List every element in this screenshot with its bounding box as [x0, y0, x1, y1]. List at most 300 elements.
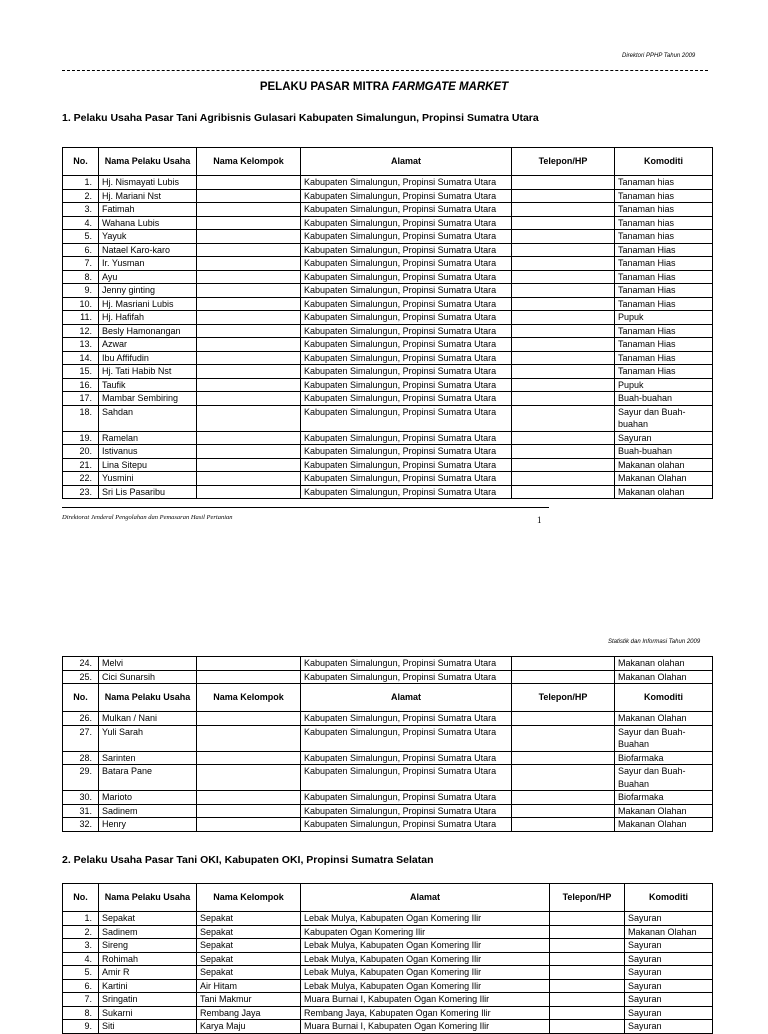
- cell-alamat: Rembang Jaya, Kabupaten Ogan Komering Ilir: [301, 1006, 550, 1020]
- table-row: [63, 351, 713, 365]
- cell-nama-kelompok: [197, 712, 301, 726]
- col-header-nama-pelaku: Nama Pelaku Usaha: [99, 684, 197, 712]
- col-header-alamat: Alamat: [301, 884, 550, 912]
- cell-alamat: Kabupaten Simalungun, Propinsi Sumatra Utara: [301, 445, 512, 459]
- cell-nama-pelaku: Ir. Yusman: [99, 257, 197, 271]
- cell-nama-kelompok: Sepakat: [197, 912, 301, 926]
- cell-telepon: [512, 176, 615, 190]
- cell-komoditi: Sayuran: [625, 939, 713, 953]
- page-header-right: Direktori PPHP Tahun 2009: [622, 53, 696, 59]
- cell-telepon: [512, 712, 615, 726]
- cell-telepon: [550, 912, 625, 926]
- cell-alamat: Kabupaten Simalungun, Propinsi Sumatra Utara: [301, 230, 512, 244]
- section-heading-1: 1. Pelaku Usaha Pasar Tani Agribisnis Gulasari Kabupaten Simalungun, Propinsi Sumatra Utara: [62, 112, 539, 124]
- cell-telepon: [512, 791, 615, 805]
- cell-komoditi: Tanaman hias: [615, 216, 713, 230]
- cell-no: 8.: [63, 270, 99, 284]
- cell-nama-pelaku: Yayuk: [99, 230, 197, 244]
- cell-no: 2.: [63, 925, 99, 939]
- header-divider: [62, 70, 708, 71]
- table-row: [63, 458, 713, 472]
- cell-komoditi: Makanan olahan: [615, 485, 713, 499]
- cell-komoditi: Makanan Olahan: [615, 472, 713, 486]
- table-row: [63, 445, 713, 459]
- table-row: [63, 765, 713, 791]
- cell-nama-pelaku: Sadinem: [99, 925, 197, 939]
- table-header-row: [63, 884, 713, 912]
- table-header-row: [63, 684, 713, 712]
- table-row: [63, 993, 713, 1007]
- cell-nama-kelompok: [197, 670, 301, 684]
- cell-nama-pelaku: Sri Lis Pasaribu: [99, 485, 197, 499]
- cell-no: 22.: [63, 472, 99, 486]
- table-row: [63, 939, 713, 953]
- cell-komoditi: Makanan olahan: [615, 458, 713, 472]
- cell-komoditi: Tanaman Hias: [615, 243, 713, 257]
- cell-nama-kelompok: [197, 405, 301, 431]
- cell-alamat: Kabupaten Simalungun, Propinsi Sumatra Utara: [301, 485, 512, 499]
- cell-nama-pelaku: Fatimah: [99, 203, 197, 217]
- table-row: [63, 392, 713, 406]
- cell-alamat: Kabupaten Simalungun, Propinsi Sumatra Utara: [301, 725, 512, 751]
- cell-alamat: Kabupaten Simalungun, Propinsi Sumatra Utara: [301, 431, 512, 445]
- page-title: [0, 81, 768, 93]
- cell-komoditi: Buah-buahan: [615, 445, 713, 459]
- col-header-nama-kelompok: Nama Kelompok: [197, 148, 301, 176]
- cell-no: 27.: [63, 725, 99, 751]
- cell-alamat: Kabupaten Simalungun, Propinsi Sumatra Utara: [301, 804, 512, 818]
- cell-alamat: Kabupaten Simalungun, Propinsi Sumatra Utara: [301, 324, 512, 338]
- cell-telepon: [512, 431, 615, 445]
- cell-komoditi: Makanan Olahan: [615, 818, 713, 832]
- cell-no: 5.: [63, 966, 99, 980]
- cell-nama-kelompok: Karya Maju: [197, 1020, 301, 1034]
- cell-no: 23.: [63, 485, 99, 499]
- cell-nama-pelaku: Amir R: [99, 966, 197, 980]
- cell-nama-kelompok: Rembang Jaya: [197, 1006, 301, 1020]
- table-section-2: [62, 883, 713, 1034]
- cell-nama-kelompok: [197, 230, 301, 244]
- cell-nama-kelompok: [197, 203, 301, 217]
- cell-komoditi: Tanaman Hias: [615, 351, 713, 365]
- cell-alamat: Kabupaten Simalungun, Propinsi Sumatra Utara: [301, 751, 512, 765]
- cell-nama-kelompok: [197, 216, 301, 230]
- cell-no: 25.: [63, 670, 99, 684]
- cell-nama-pelaku: Natael Karo-karo: [99, 243, 197, 257]
- col-header-nama-kelompok: Nama Kelompok: [197, 884, 301, 912]
- col-header-komoditi: Komoditi: [625, 884, 713, 912]
- cell-nama-pelaku: Hj. Tati Habib Nst: [99, 365, 197, 379]
- cell-alamat: Kabupaten Simalungun, Propinsi Sumatra Utara: [301, 405, 512, 431]
- table-row: [63, 324, 713, 338]
- cell-nama-pelaku: Marioto: [99, 791, 197, 805]
- cell-alamat: Kabupaten Simalungun, Propinsi Sumatra Utara: [301, 765, 512, 791]
- cell-alamat: Kabupaten Simalungun, Propinsi Sumatra Utara: [301, 458, 512, 472]
- table-row: [63, 1020, 713, 1034]
- cell-komoditi: Sayur dan Buah-Buahan: [615, 765, 713, 791]
- cell-nama-pelaku: Henry: [99, 818, 197, 832]
- table-row: [63, 966, 713, 980]
- cell-nama-pelaku: Mulkan / Nani: [99, 712, 197, 726]
- cell-komoditi: Biofarmaka: [615, 751, 713, 765]
- cell-nama-kelompok: [197, 297, 301, 311]
- cell-nama-pelaku: Siti: [99, 1020, 197, 1034]
- cell-nama-kelompok: [197, 445, 301, 459]
- col-header-no: No.: [63, 884, 99, 912]
- cell-nama-kelompok: [197, 431, 301, 445]
- cell-alamat: Kabupaten Simalungun, Propinsi Sumatra Utara: [301, 243, 512, 257]
- cell-nama-pelaku: Jenny ginting: [99, 284, 197, 298]
- cell-telepon: [512, 324, 615, 338]
- cell-alamat: Muara Burnai I, Kabupaten Ogan Komering Ilir: [301, 993, 550, 1007]
- cell-telepon: [512, 230, 615, 244]
- cell-telepon: [550, 979, 625, 993]
- cell-nama-kelompok: [197, 270, 301, 284]
- cell-alamat: Kabupaten Simalungun, Propinsi Sumatra Utara: [301, 712, 512, 726]
- cell-telepon: [550, 993, 625, 1007]
- table-row: [63, 472, 713, 486]
- col-header-alamat: Alamat: [301, 684, 512, 712]
- cell-komoditi: Tanaman hias: [615, 189, 713, 203]
- cell-komoditi: Tanaman Hias: [615, 284, 713, 298]
- cell-alamat: Kabupaten Simalungun, Propinsi Sumatra Utara: [301, 176, 512, 190]
- cell-komoditi: Makanan Olahan: [615, 712, 713, 726]
- cell-no: 26.: [63, 712, 99, 726]
- table-row: [63, 804, 713, 818]
- table-row: [63, 230, 713, 244]
- cell-telepon: [512, 338, 615, 352]
- table-row: [63, 270, 713, 284]
- cell-telepon: [512, 270, 615, 284]
- cell-nama-pelaku: Sadinem: [99, 804, 197, 818]
- cell-nama-kelompok: Air Hitam: [197, 979, 301, 993]
- cell-alamat: Kabupaten Simalungun, Propinsi Sumatra Utara: [301, 818, 512, 832]
- cell-telepon: [512, 392, 615, 406]
- table-row: [63, 952, 713, 966]
- table-row: [63, 657, 713, 671]
- cell-nama-kelompok: Sepakat: [197, 966, 301, 980]
- cell-komoditi: Tanaman hias: [615, 203, 713, 217]
- cell-alamat: Kabupaten Simalungun, Propinsi Sumatra Utara: [301, 270, 512, 284]
- table-row: [63, 257, 713, 271]
- cell-nama-pelaku: Melvi: [99, 657, 197, 671]
- cell-telepon: [512, 725, 615, 751]
- cell-no: 21.: [63, 458, 99, 472]
- cell-nama-kelompok: [197, 657, 301, 671]
- table-row: [63, 712, 713, 726]
- cell-no: 3.: [63, 203, 99, 217]
- cell-nama-kelompok: [197, 243, 301, 257]
- col-header-nama-kelompok: Nama Kelompok: [197, 684, 301, 712]
- cell-komoditi: Makanan Olahan: [615, 670, 713, 684]
- table-row: [63, 725, 713, 751]
- cell-alamat: Kabupaten Simalungun, Propinsi Sumatra Utara: [301, 203, 512, 217]
- cell-komoditi: Tanaman Hias: [615, 338, 713, 352]
- cell-telepon: [512, 804, 615, 818]
- cell-komoditi: Sayur dan Buah-Buahan: [615, 725, 713, 751]
- cell-nama-kelompok: [197, 284, 301, 298]
- cell-no: 16.: [63, 378, 99, 392]
- cell-no: 20.: [63, 445, 99, 459]
- cell-komoditi: Sayuran: [615, 431, 713, 445]
- cell-telepon: [512, 257, 615, 271]
- title-plain: PELAKU PASAR MITRA: [259, 81, 393, 93]
- footer-divider: [62, 507, 549, 508]
- cell-no: 19.: [63, 431, 99, 445]
- cell-telepon: [550, 952, 625, 966]
- table-row: [63, 243, 713, 257]
- cell-nama-pelaku: Kartini: [99, 979, 197, 993]
- table-row: [63, 216, 713, 230]
- cell-telepon: [512, 189, 615, 203]
- cell-nama-kelompok: [197, 378, 301, 392]
- title-italic: FARMGATE MARKET: [392, 81, 509, 93]
- cell-nama-kelompok: Tani Makmur: [197, 993, 301, 1007]
- cell-telepon: [512, 751, 615, 765]
- cell-nama-pelaku: Yuli Sarah: [99, 725, 197, 751]
- cell-telepon: [550, 939, 625, 953]
- cell-nama-kelompok: [197, 351, 301, 365]
- cell-komoditi: Tanaman hias: [615, 176, 713, 190]
- table-row: [63, 791, 713, 805]
- cell-no: 2.: [63, 189, 99, 203]
- col-header-telepon: Telepon/HP: [512, 684, 615, 712]
- cell-komoditi: Biofarmaka: [615, 791, 713, 805]
- cell-telepon: [550, 925, 625, 939]
- cell-nama-pelaku: Ayu: [99, 270, 197, 284]
- cell-komoditi: Tanaman Hias: [615, 257, 713, 271]
- cell-nama-pelaku: Besly Hamonangan: [99, 324, 197, 338]
- cell-alamat: Muara Burnai I, Kabupaten Ogan Komering Ilir: [301, 1020, 550, 1034]
- col-header-telepon: Telepon/HP: [512, 148, 615, 176]
- table-header-row: [63, 148, 713, 176]
- cell-no: 6.: [63, 243, 99, 257]
- table-row: [63, 405, 713, 431]
- cell-no: 30.: [63, 791, 99, 805]
- cell-alamat: Kabupaten Simalungun, Propinsi Sumatra Utara: [301, 791, 512, 805]
- cell-no: 8.: [63, 1006, 99, 1020]
- col-header-komoditi: Komoditi: [615, 684, 713, 712]
- cell-nama-pelaku: Hj. Nismayati Lubis: [99, 176, 197, 190]
- table-row: [63, 912, 713, 926]
- cell-telepon: [512, 203, 615, 217]
- cell-komoditi: Tanaman Hias: [615, 297, 713, 311]
- table-row: [63, 979, 713, 993]
- cell-telepon: [512, 670, 615, 684]
- cell-no: 24.: [63, 657, 99, 671]
- col-header-no: No.: [63, 684, 99, 712]
- cell-nama-kelompok: [197, 365, 301, 379]
- cell-no: 4.: [63, 216, 99, 230]
- cell-no: 6.: [63, 979, 99, 993]
- col-header-komoditi: Komoditi: [615, 148, 713, 176]
- cell-no: 32.: [63, 818, 99, 832]
- table-row: [63, 284, 713, 298]
- cell-nama-pelaku: Yusmini: [99, 472, 197, 486]
- table-row: [63, 670, 713, 684]
- cell-nama-pelaku: Rohimah: [99, 952, 197, 966]
- table-row: [63, 925, 713, 939]
- cell-no: 7.: [63, 993, 99, 1007]
- cell-komoditi: Sayuran: [625, 952, 713, 966]
- cell-no: 7.: [63, 257, 99, 271]
- table-row: [63, 751, 713, 765]
- table-row: [63, 818, 713, 832]
- cell-nama-pelaku: Hj. Hafifah: [99, 311, 197, 325]
- table-row: [63, 1006, 713, 1020]
- cell-alamat: Kabupaten Simalungun, Propinsi Sumatra Utara: [301, 257, 512, 271]
- cell-nama-pelaku: Ibu Affifudin: [99, 351, 197, 365]
- cell-nama-pelaku: Sarinten: [99, 751, 197, 765]
- cell-alamat: Kabupaten Simalungun, Propinsi Sumatra Utara: [301, 338, 512, 352]
- cell-komoditi: Sayuran: [625, 1006, 713, 1020]
- cell-telepon: [512, 657, 615, 671]
- cell-alamat: Lebak Mulya, Kabupaten Ogan Komering Ilir: [301, 939, 550, 953]
- cell-komoditi: Pupuk: [615, 311, 713, 325]
- col-header-nama-pelaku: Nama Pelaku Usaha: [99, 884, 197, 912]
- cell-nama-kelompok: Sepakat: [197, 939, 301, 953]
- cell-telepon: [512, 405, 615, 431]
- cell-no: 3.: [63, 939, 99, 953]
- cell-alamat: Kabupaten Simalungun, Propinsi Sumatra Utara: [301, 284, 512, 298]
- page-footer: Direktorat Jenderal Pengolahan dan Pemasaran Hasil Pertanian: [62, 514, 233, 521]
- cell-komoditi: Makanan Olahan: [625, 925, 713, 939]
- table-row: [63, 203, 713, 217]
- cell-komoditi: Sayuran: [625, 912, 713, 926]
- cell-komoditi: Buah-buahan: [615, 392, 713, 406]
- cell-telepon: [550, 1020, 625, 1034]
- cell-telepon: [512, 472, 615, 486]
- cell-no: 14.: [63, 351, 99, 365]
- cell-komoditi: Sayur dan Buah-buahan: [615, 405, 713, 431]
- col-header-alamat: Alamat: [301, 148, 512, 176]
- cell-telepon: [512, 284, 615, 298]
- cell-alamat: Lebak Mulya, Kabupaten Ogan Komering Ilir: [301, 952, 550, 966]
- cell-nama-pelaku: Hj. Mariani Nst: [99, 189, 197, 203]
- cell-nama-kelompok: [197, 338, 301, 352]
- cell-alamat: Lebak Mulya, Kabupaten Ogan Komering Ilir: [301, 912, 550, 926]
- cell-komoditi: Tanaman Hias: [615, 365, 713, 379]
- cell-no: 9.: [63, 1020, 99, 1034]
- cell-no: 11.: [63, 311, 99, 325]
- cell-alamat: Kabupaten Simalungun, Propinsi Sumatra Utara: [301, 657, 512, 671]
- cell-alamat: Kabupaten Simalungun, Propinsi Sumatra Utara: [301, 365, 512, 379]
- cell-telepon: [512, 818, 615, 832]
- table-row: [63, 189, 713, 203]
- cell-alamat: Kabupaten Simalungun, Propinsi Sumatra Utara: [301, 189, 512, 203]
- cell-nama-pelaku: Istivanus: [99, 445, 197, 459]
- cell-nama-kelompok: [197, 176, 301, 190]
- cell-nama-pelaku: Azwar: [99, 338, 197, 352]
- cell-no: 17.: [63, 392, 99, 406]
- cell-telepon: [512, 765, 615, 791]
- cell-no: 18.: [63, 405, 99, 431]
- table-row: [63, 297, 713, 311]
- cell-alamat: Kabupaten Simalungun, Propinsi Sumatra Utara: [301, 216, 512, 230]
- table-row: [63, 338, 713, 352]
- cell-nama-pelaku: Taufik: [99, 378, 197, 392]
- cell-nama-kelompok: [197, 765, 301, 791]
- cell-alamat: Kabupaten Simalungun, Propinsi Sumatra Utara: [301, 311, 512, 325]
- cell-no: 15.: [63, 365, 99, 379]
- cell-nama-kelompok: [197, 458, 301, 472]
- cell-alamat: Kabupaten Simalungun, Propinsi Sumatra Utara: [301, 392, 512, 406]
- cell-alamat: Kabupaten Simalungun, Propinsi Sumatra Utara: [301, 378, 512, 392]
- table-row: [63, 378, 713, 392]
- cell-nama-pelaku: Batara Pane: [99, 765, 197, 791]
- table-row: [63, 365, 713, 379]
- cell-no: 1.: [63, 176, 99, 190]
- cell-nama-kelompok: Sepakat: [197, 925, 301, 939]
- cell-nama-kelompok: [197, 791, 301, 805]
- cell-nama-kelompok: [197, 392, 301, 406]
- cell-nama-kelompok: [197, 189, 301, 203]
- cell-komoditi: Pupuk: [615, 378, 713, 392]
- cell-nama-pelaku: Ramelan: [99, 431, 197, 445]
- section-heading-2: 2. Pelaku Usaha Pasar Tani OKI, Kabupaten OKI, Propinsi Sumatra Selatan: [62, 854, 434, 866]
- cell-nama-pelaku: Sukarni: [99, 1006, 197, 1020]
- cell-telepon: [512, 485, 615, 499]
- cell-nama-kelompok: [197, 324, 301, 338]
- table-section-1: [62, 147, 713, 499]
- cell-komoditi: Tanaman Hias: [615, 270, 713, 284]
- cell-no: 28.: [63, 751, 99, 765]
- cell-nama-kelompok: [197, 311, 301, 325]
- cell-telepon: [512, 351, 615, 365]
- cell-no: 1.: [63, 912, 99, 926]
- cell-komoditi: Sayuran: [625, 993, 713, 1007]
- cell-telepon: [512, 378, 615, 392]
- cell-komoditi: Tanaman Hias: [615, 324, 713, 338]
- cell-nama-kelompok: Sepakat: [197, 952, 301, 966]
- cell-alamat: Kabupaten Simalungun, Propinsi Sumatra Utara: [301, 351, 512, 365]
- cell-nama-kelompok: [197, 485, 301, 499]
- cell-nama-pelaku: Cici Sunarsih: [99, 670, 197, 684]
- cell-no: 4.: [63, 952, 99, 966]
- cell-alamat: Kabupaten Simalungun, Propinsi Sumatra Utara: [301, 670, 512, 684]
- table-section-1-continued: [62, 656, 713, 832]
- cell-komoditi: Makanan Olahan: [615, 804, 713, 818]
- cell-komoditi: Sayuran: [625, 966, 713, 980]
- cell-nama-pelaku: Sireng: [99, 939, 197, 953]
- cell-no: 29.: [63, 765, 99, 791]
- cell-nama-kelompok: [197, 472, 301, 486]
- cell-telepon: [512, 243, 615, 257]
- cell-no: 5.: [63, 230, 99, 244]
- cell-nama-kelompok: [197, 804, 301, 818]
- cell-komoditi: Makanan olahan: [615, 657, 713, 671]
- cell-no: 12.: [63, 324, 99, 338]
- cell-telepon: [512, 216, 615, 230]
- cell-alamat: Kabupaten Simalungun, Propinsi Sumatra Utara: [301, 297, 512, 311]
- table-row: [63, 431, 713, 445]
- cell-telepon: [550, 1006, 625, 1020]
- cell-no: 13.: [63, 338, 99, 352]
- cell-komoditi: Sayuran: [625, 1020, 713, 1034]
- cell-no: 31.: [63, 804, 99, 818]
- cell-nama-pelaku: Sringatin: [99, 993, 197, 1007]
- cell-no: 10.: [63, 297, 99, 311]
- page-header-right-2: Statistik dan Informasi Tahun 2009: [608, 639, 701, 645]
- col-header-nama-pelaku: Nama Pelaku Usaha: [99, 148, 197, 176]
- cell-alamat: Kabupaten Simalungun, Propinsi Sumatra Utara: [301, 472, 512, 486]
- cell-alamat: Kabupaten Ogan Komering Ilir: [301, 925, 550, 939]
- table-row: [63, 176, 713, 190]
- table-row: [63, 485, 713, 499]
- col-header-no: No.: [63, 148, 99, 176]
- cell-nama-pelaku: Sahdan: [99, 405, 197, 431]
- cell-nama-pelaku: Hj. Masriani Lubis: [99, 297, 197, 311]
